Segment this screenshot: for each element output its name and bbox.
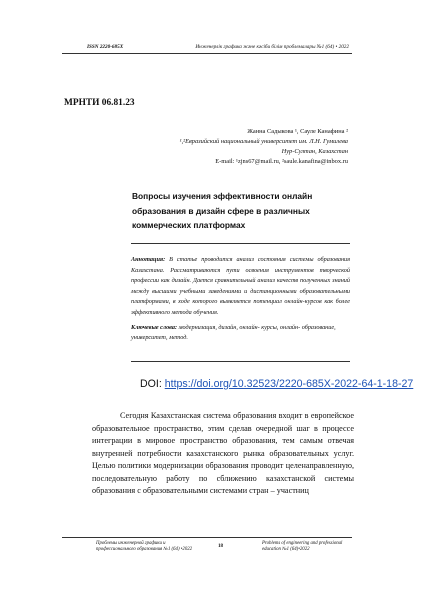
mrnti-code: МРНТИ 06.81.23 xyxy=(64,98,135,108)
abstract xyxy=(131,255,350,319)
author-names: Жанна Садыкова ¹, Сауле Канафина ² xyxy=(247,128,348,135)
body-text xyxy=(92,410,354,498)
footer-left: Проблемы инженерной графики и профессионального образования №1 (64) •2022 xyxy=(96,541,193,552)
journal-title: Инженерлік графика және кәсіби білім проблемалары №1 (64) • 2022 xyxy=(195,44,349,50)
keywords-text: модернизация, дизайн, онлайн- курсы, онлайн- образование, университет, метод. xyxy=(131,324,336,342)
abstract-text: В статье проводится анализ состояния системы образования Казахстана. Рассматриваются пути освоения инструментов творческой профессии как дизайн. Дается сравнительный анализ качеств полученных знаний между высшими учебными заведениями и дистанционными образовательными платформами, в ходе которого выявляется потенциал онлайн-курсов как более эффективного метода обучения. xyxy=(131,256,350,316)
article-title: Вопросы изучения эффективности онлайн образования в дизайн сфере в различных коммерческих платформах xyxy=(132,191,313,231)
doi xyxy=(140,378,413,390)
abstract-bottom-rule xyxy=(131,361,350,362)
body-paragraph: Сегодня Казахстанская система образования входит в европейское образовательное пространство, этим сделав очередной шаг в процессе интеграции в мировое пространство образования, тем самым отвечая внутренней потребности казахстанского рынка образовательных услуг. Целью политики модернизации образования проводит целенаправленную, последовательную работу по сближению казахстанской системы образования с образовательными системами стран – участниц xyxy=(92,411,354,495)
abstract-box xyxy=(131,243,350,362)
author-city: Нур-Султан, Казахстан xyxy=(281,148,348,156)
doi-link[interactable]: https://doi.org/10.32523/2220-685X-2022-64-1-18-27 xyxy=(164,378,414,390)
footer-rule xyxy=(62,537,352,538)
doi-label: DOI: xyxy=(140,378,165,390)
author-affiliation: ¹,²Евразийский национальный университет им. Л.Н. Гумилева xyxy=(179,138,348,146)
page-number: 18 xyxy=(218,544,223,549)
footer-right: Problems of engineering and professional education №1 (64)•2022 xyxy=(262,541,343,552)
header-rule xyxy=(62,53,352,54)
abstract-top-rule xyxy=(131,243,350,244)
abstract-label: Аннотация: xyxy=(131,256,166,263)
keywords-label: Ключевые слова: xyxy=(131,324,178,331)
keywords xyxy=(131,323,350,344)
author-email: E-mail: ¹zjns67@mail.ru, ²saule.kanafina@inbox.ru xyxy=(215,158,348,166)
issn: ISSN 2220-685X xyxy=(87,44,124,50)
author-block xyxy=(108,127,348,167)
